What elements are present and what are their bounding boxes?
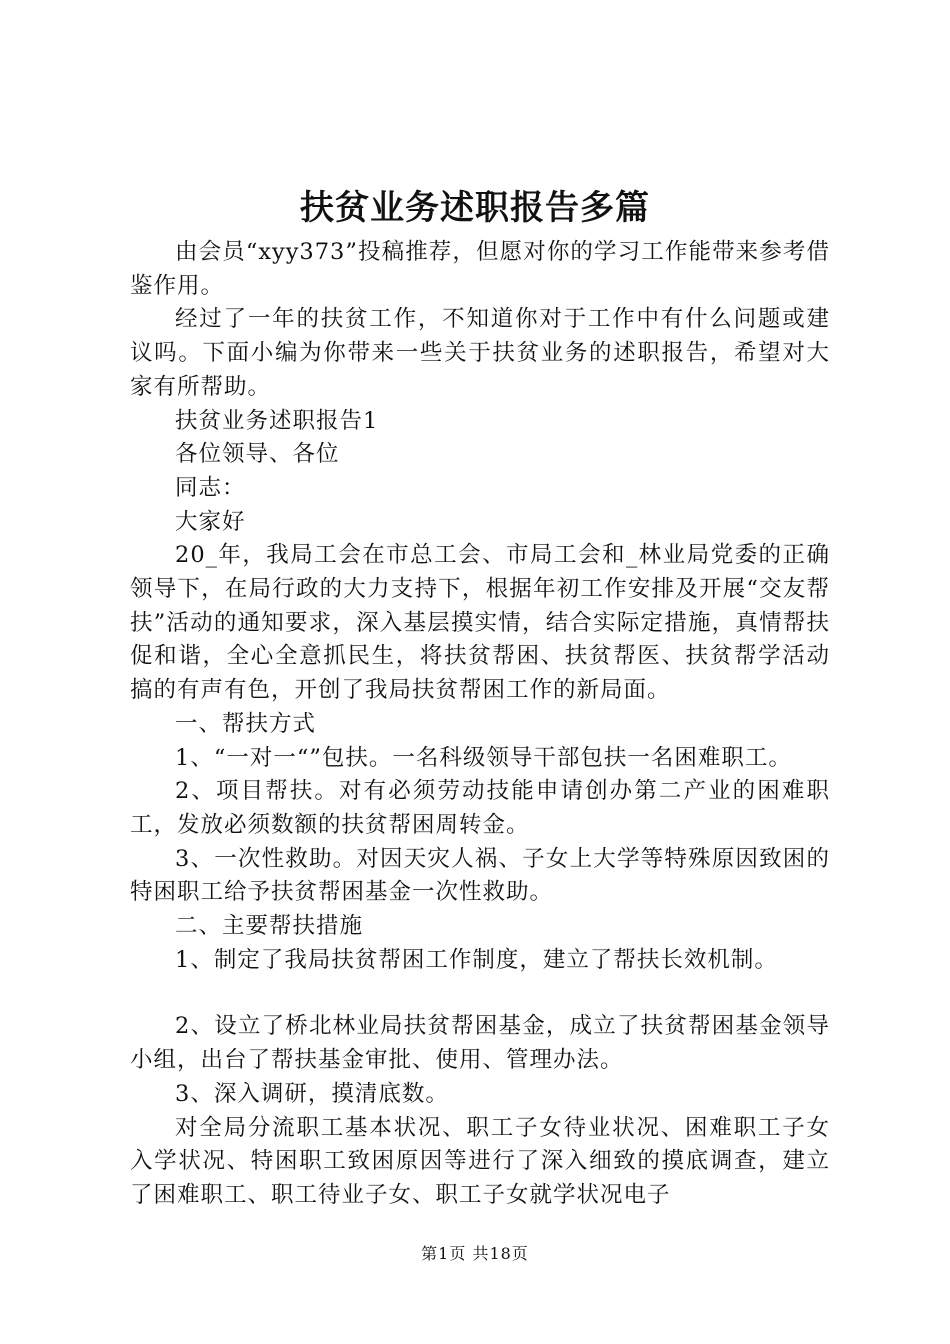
- paragraph: 对全局分流职工基本状况、职工子女待业状况、困难职工子女入学状况、特困职工致困原因等进行了深入细致的摸底调查，建立了困难职工、职工待业子女、职工子女就学状况电子: [130, 1114, 830, 1208]
- paragraph: 3、深入调研，摸清底数。: [175, 1080, 449, 1107]
- paragraph: 各位领导、各位: [175, 441, 340, 468]
- paragraph: 2、项目帮扶。对有必须劳动技能申请创办第二产业的困难职工，发放必须数额的扶贫帮困周转金。: [130, 778, 830, 838]
- paragraph: 2、设立了桥北林业局扶贫帮困基金，成立了扶贫帮困基金领导小组，出台了帮扶基金审批、使用、管理办法。: [130, 1013, 830, 1074]
- paragraph: 同志：: [175, 474, 246, 501]
- paragraph: 扶贫业务述职报告1: [175, 407, 379, 434]
- section-heading: 二、主要帮扶措施: [175, 913, 364, 940]
- paragraph: 大家好: [175, 508, 246, 535]
- paragraph: 由会员“xyy373”投稿推荐，但愿对你的学习工作能带来参考借鉴作用。: [130, 239, 830, 299]
- paragraph: 20_年，我局工会在市总工会、市局工会和_林业局党委的正确领导下，在局行政的大力支持下，根据年初工作安排及开展“交友帮扶”活动的通知要求，深入基层摸实情，结合实际定措施，真情帮扶促和谐，全心全意抓民生，将扶贫帮困、扶贫帮医、扶贫帮学活动搞的有声有色，开创了我局扶贫帮困工作的新局面。: [130, 542, 830, 704]
- section-heading: 一、帮扶方式: [175, 710, 317, 737]
- paragraph: 经过了一年的扶贫工作，不知道你对于工作中有什么问题或建议吗。下面小编为你带来一些关于扶贫业务的述职报告，希望对大家有所帮助。: [130, 306, 830, 400]
- document-title: 扶贫业务述职报告多篇: [300, 188, 650, 228]
- paragraph: 1、制定了我局扶贫帮困工作制度，建立了帮扶长效机制。: [175, 946, 778, 973]
- document-body: [130, 236, 830, 1213]
- page-number-footer: 第1页 共18页: [421, 1244, 529, 1263]
- paragraph: 1、“一对一“”包扶。一名科级领导干部包扶一名困难职工。: [175, 744, 792, 771]
- paragraph: 3、一次性救助。对因天灾人祸、子女上大学等特殊原因致困的特困职工给予扶贫帮困基金一次性救助。: [130, 845, 830, 906]
